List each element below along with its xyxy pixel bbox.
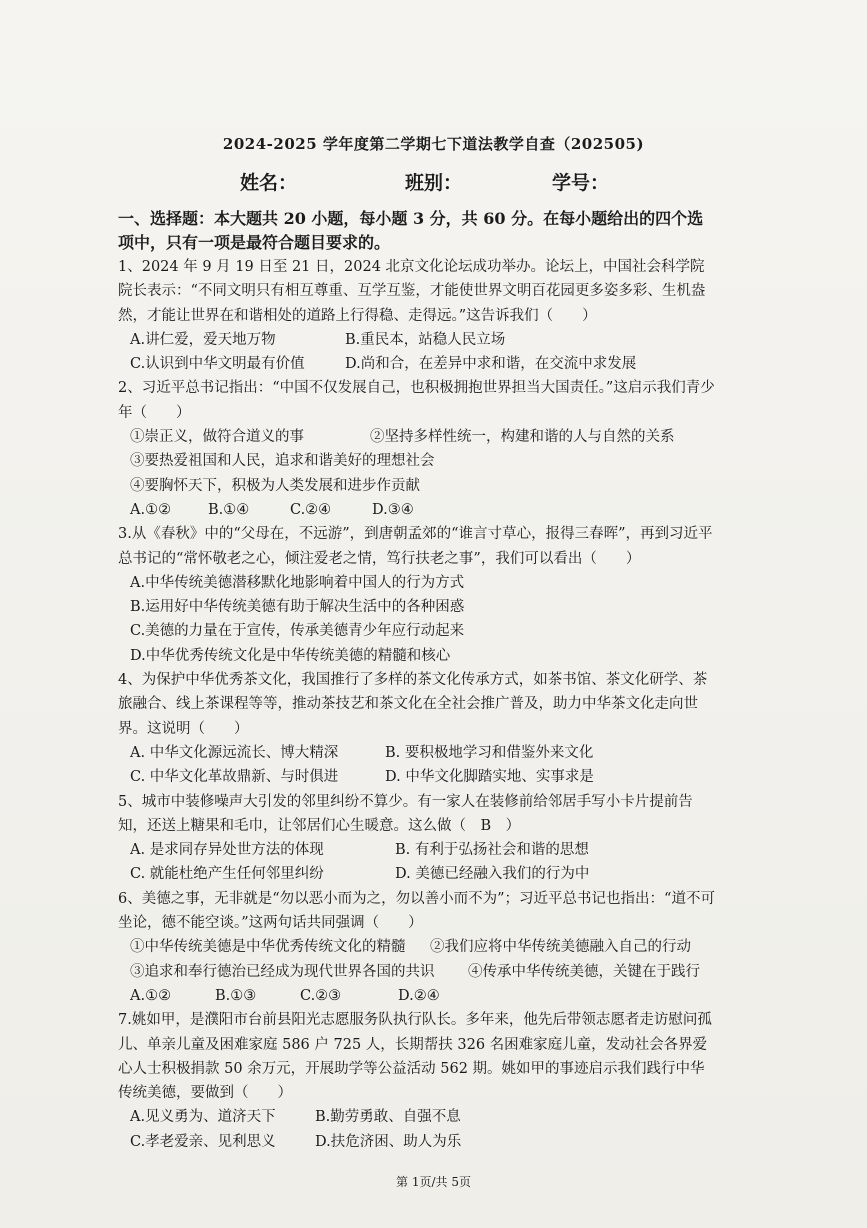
q5-option-d: D. 美德已经融入我们的行为中 [395, 866, 590, 883]
q4-option-c: C. 中华文化革故鼎新、与时俱进 [130, 769, 339, 786]
q2-statement-1: ①崇正义，做符合道义的事 [130, 429, 304, 446]
q6-option-c: C.②③ [300, 987, 342, 1004]
question-7-options-row-1 [118, 1105, 718, 1129]
q6-statement-1: ①中华传统美德是中华优秀传统文化的精髓 [130, 939, 406, 956]
student-id-label: 学号： [552, 172, 610, 194]
exam-title: 2024-2025 学年度第二学期七下道法教学自查（202505) [222, 135, 645, 153]
question-7-stem: 7.姚如甲，是濮阳市台前县阳光志愿服务队执行队长。多年来，他先后带领志愿者走访慰问孤儿、单亲儿童及困难家庭 586 户 725 人，长期帮扶 326 名困难家庭儿童，发动社会各界爱心人士积极捐款 50 余万元，开展助学等公益活动 562 期。姚如甲的事迹启示我们践行中华传统美德，要做到（ ） [118, 1012, 712, 1102]
q4-option-d: D. 中华文化脚踏实地、实事求是 [385, 769, 594, 786]
question-4-options-row-2 [118, 765, 718, 789]
q4-option-b: B. 要积极地学习和借鉴外来文化 [385, 744, 594, 761]
question-1-options-row-1 [118, 328, 718, 352]
q2-statement-2: ②坚持多样性统一，构建和谐的人与自然的关系 [370, 429, 675, 446]
q7-option-d: D.扶危济困、助人为乐 [315, 1133, 462, 1150]
question-1-stem: 1、2024 年 9 月 19 日至 21 日，2024 北京文化论坛成功举办。论坛上，中国社会科学院院长表示：“不同文明只有相互尊重、互学互鉴，才能使世界文明百花园更多姿多彩、生机盎然，才能让世界在和谐相处的道路上行得稳、走得远。”这告诉我们（ ） [118, 259, 706, 324]
q6-statement-3: ③追求和奉行德治已经成为现代世界各国的共识 [130, 963, 435, 980]
question-5-options-row-2 [118, 862, 718, 886]
questions-area [118, 207, 718, 1154]
class-label: 班别： [405, 172, 463, 194]
question-6-statements-row-2 [118, 960, 718, 984]
question-5-stem: 5、城市中装修噪声大引发的邻里纠纷不算少。有一家人在装修前给邻居手写小卡片提前告知，还送上糖果和毛巾，让邻居们心生暖意。这么做（ B ） [118, 793, 693, 834]
q5-option-a: A. 是求同存异处世方法的体现 [130, 842, 324, 859]
question-4-options-row-1 [118, 741, 718, 765]
question-3-stem: 3.从《春秋》中的“父母在，不远游”，到唐朝孟郊的“谁言寸草心，报得三春晖”，再到习近平总书记的“常怀敬老之心，倾注爱老之情，笃行扶老之事”，我们可以看出（ ） [118, 526, 713, 567]
q6-option-a: A.①② [130, 987, 172, 1004]
question-4-stem: 4、为保护中华优秀茶文化，我国推行了多样的茶文化传承方式，如茶书馆、茶文化研学、茶旅融合、线上茶课程等等，推动茶技艺和茶文化在全社会推广普及，助力中华茶文化走向世界。这说明（ ） [118, 672, 708, 737]
question-5-options-row-1 [118, 838, 718, 862]
question-6-stem: 6、美德之事，无非就是“勿以恶小而为之，勿以善小而不为”；习近平总书记也指出：“道不可坐论，德不能空谈。”这两句话共同强调（ ） [118, 890, 715, 932]
q6-option-b: B.①③ [215, 987, 257, 1004]
q1-option-d: D.尚和合，在差异中求和谐，在交流中求发展 [345, 356, 637, 373]
q2-statement-4: ④要胸怀天下，积极为人类发展和进步作贡献 [130, 477, 420, 494]
q2-option-a: A.①② [130, 501, 172, 518]
q5-option-b: B. 有利于弘扬社会和谐的思想 [395, 842, 589, 859]
question-1-options-row-2 [118, 352, 718, 376]
q5-option-c: C. 就能杜绝产生任何邻里纠纷 [130, 866, 324, 883]
question-2-statements-row-1 [118, 425, 718, 449]
q3-option-b: B.运用好中华传统美德有助于解决生活中的各种困惑 [130, 599, 465, 616]
name-label: 姓名： [240, 172, 298, 194]
page-number: 第 1页/共 5页 [396, 1175, 471, 1189]
q4-option-a: A. 中华文化源远流长、博大精深 [130, 744, 339, 761]
q6-option-d: D.②④ [398, 987, 440, 1004]
q2-statement-3: ③要热爱祖国和人民，追求和谐美好的理想社会 [130, 453, 435, 470]
question-6-options [118, 984, 718, 1008]
student-info-bar [0, 168, 867, 194]
q6-statement-4: ④传承中华传统美德，关键在于践行 [468, 963, 700, 980]
question-7-options-row-2 [118, 1130, 718, 1154]
q1-option-b: B.重民本，站稳人民立场 [345, 331, 506, 348]
question-2-stem: 2、习近平总书记指出：“中国不仅发展自己，也积极拥抱世界担当大国责任。”这启示我们青少年（ ） [118, 380, 715, 421]
q6-statement-2: ②我们应将中华传统美德融入自己的行动 [430, 939, 691, 956]
q7-option-b: B.勤劳勇敢、自强不息 [315, 1109, 461, 1126]
q7-option-a: A.见义勇为、道济天下 [130, 1109, 276, 1126]
q3-option-d: D.中华优秀传统文化是中华传统美德的精髓和核心 [130, 647, 451, 664]
q2-option-c: C.②④ [290, 501, 332, 518]
section-heading: 一、选择题：本大题共 20 小题，每小题 3 分，共 60 分。在每小题给出的四个选项中，只有一项是最符合题目要求的。 [118, 209, 704, 252]
q3-option-a: A.中华传统美德潜移默化地影响着中国人的行为方式 [130, 574, 465, 591]
q1-option-a: A.讲仁爱，爱天地万物 [130, 331, 276, 348]
question-6-statements-row-1 [118, 935, 718, 959]
question-2-options [118, 498, 718, 522]
q7-option-c: C.孝老爱亲、见利思义 [130, 1133, 276, 1150]
q2-option-b: B.①④ [208, 501, 250, 518]
q2-option-d: D.③④ [372, 501, 414, 518]
q3-option-c: C.美德的力量在于宣传，传承美德青少年应行动起来 [130, 623, 465, 640]
q1-option-c: C.认识到中华文明最有价值 [130, 356, 305, 373]
